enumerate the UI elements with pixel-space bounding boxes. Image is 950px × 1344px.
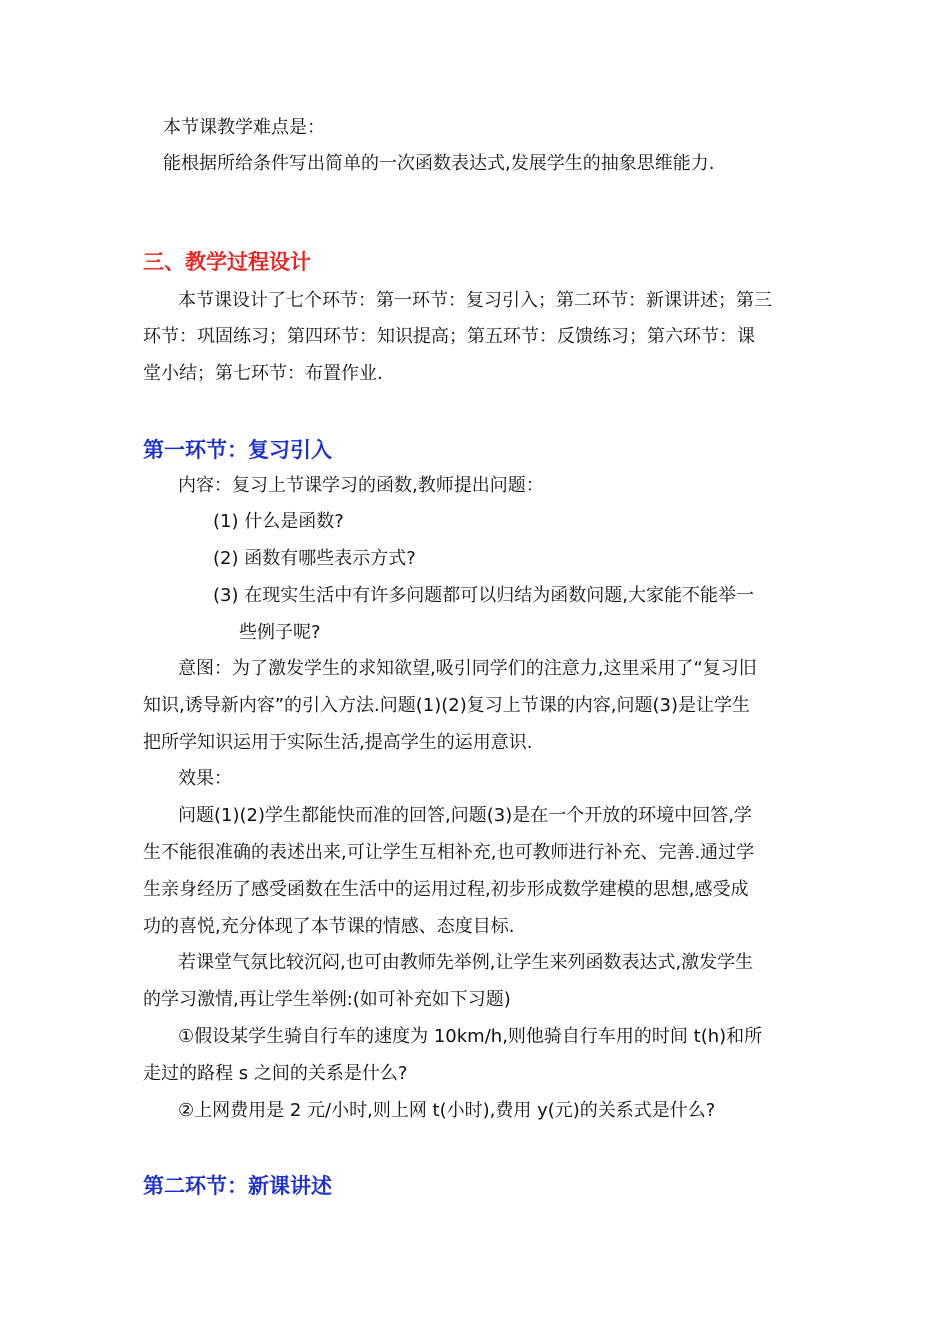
intent-line: 知识,诱导新内容”的引入方法.问题(1)(2)复习上节课的内容,问题(3)是让学生 bbox=[143, 695, 750, 716]
extra-line: 的学习激情,再让学生举例:(如可补充如下习题) bbox=[143, 989, 511, 1010]
question-2: (2) 函数有哪些表示方式? bbox=[213, 548, 416, 569]
question-3: (3) 在现实生活中有许多问题都可以归结为函数问题,大家能不能举一 bbox=[213, 585, 754, 606]
effect-line: 生不能很准确的表述出来,可让学生互相补充,也可教师进行补充、完善.通过学 bbox=[143, 842, 755, 863]
difficulty-label: 本节课教学难点是： bbox=[163, 117, 325, 138]
step-2-heading: 第二环节：新课讲述 bbox=[143, 1174, 332, 1198]
step-1-content: 内容：复习上节课学习的函数,教师提出问题： bbox=[178, 475, 544, 496]
section-3-paragraph-line: 环节：巩固练习；第四环节：知识提高；第五环节：反馈练习；第六环节：课 bbox=[143, 326, 755, 347]
intent-line: 把所学知识运用于实际生活,提高学生的运用意识. bbox=[143, 732, 533, 753]
section-3-paragraph-line: 堂小结；第七环节：布置作业. bbox=[143, 363, 383, 384]
extra-line: 若课堂气氛比较沉闷,也可由教师先举例,让学生来列函数表达式,激发学生 bbox=[178, 952, 754, 973]
effect-line: 生亲身经历了感受函数在生活中的运用过程,初步形成数学建模的思想,感受成 bbox=[143, 879, 749, 900]
exercise-1: ①假设某学生骑自行车的速度为 10km/h,则他骑自行车用的时间 t(h)和所 bbox=[178, 1026, 763, 1047]
effect-line: 问题(1)(2)学生都能快而准的回答,问题(3)是在一个开放的环境中回答,学 bbox=[178, 805, 752, 826]
section-3-heading: 三、教学过程设计 bbox=[143, 250, 311, 274]
question-1: (1) 什么是函数? bbox=[213, 511, 344, 532]
intent-line: 意图：为了激发学生的求知欲望,吸引同学们的注意力,这里采用了“复习旧 bbox=[178, 658, 757, 679]
effect-line: 功的喜悦,充分体现了本节课的情感、态度目标. bbox=[143, 916, 515, 937]
effect-label: 效果： bbox=[178, 768, 232, 789]
difficulty-text: 能根据所给条件写出简单的一次函数表达式,发展学生的抽象思维能力. bbox=[163, 153, 715, 174]
question-3-continued: 些例子呢? bbox=[239, 622, 321, 643]
section-3-paragraph-line: 本节课设计了七个环节：第一环节：复习引入；第二环节：新课讲述；第三 bbox=[178, 290, 772, 311]
exercise-2: ②上网费用是 2 元/小时,则上网 t(小时),费用 y(元)的关系式是什么? bbox=[178, 1100, 716, 1121]
step-1-heading: 第一环节：复习引入 bbox=[143, 438, 332, 462]
exercise-1-continued: 走过的路程 s 之间的关系是什么? bbox=[143, 1063, 408, 1084]
